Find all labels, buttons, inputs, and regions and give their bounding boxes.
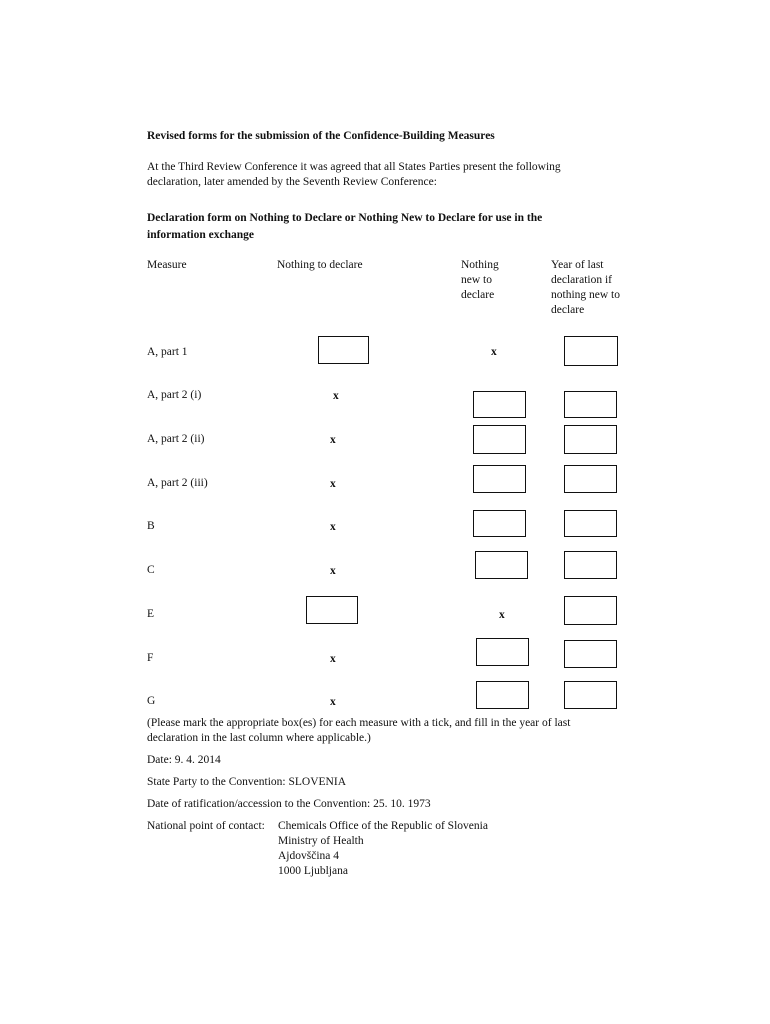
nothing-to-declare-mark: x [330,434,336,446]
date-line: Date: 9. 4. 2014 [147,754,221,766]
form-title-line-1: Declaration form on Nothing to Declare or Nothing New to Declare for use in the [147,212,543,224]
intro-line-1: At the Third Review Conference it was agreed that all States Parties present the following [147,161,561,173]
nothing-to-declare-mark: x [330,565,336,577]
ratification-line: Date of ratification/accession to the Convention: 25. 10. 1973 [147,798,431,810]
year-last-field[interactable] [564,681,617,709]
nothing-new-checkbox[interactable] [473,391,526,418]
year-last-field[interactable] [564,640,617,668]
nothing-new-checkbox[interactable] [476,638,529,666]
header-year-last-line: declare [551,304,585,316]
contact-label: National point of contact: [147,820,265,832]
header-year-last [551,258,620,318]
header-nothing-to-declare: Nothing to declare [277,259,363,271]
year-last-field[interactable] [564,596,617,625]
year-last-field[interactable] [564,510,617,537]
contact-line: Ministry of Health [278,835,364,847]
state-party-line: State Party to the Convention: SLOVENIA [147,776,346,788]
header-nothing-new-line: Nothing [461,259,499,271]
year-last-field[interactable] [564,425,617,454]
row-label-b: B [147,520,155,532]
header-measure: Measure [147,259,187,271]
contact-line: Ajdovščina 4 [278,850,340,862]
contact-line: Chemicals Office of the Republic of Slovenia [278,820,488,832]
form-title-line-2: information exchange [147,229,255,241]
nothing-to-declare-mark: x [330,478,336,490]
nothing-to-declare-mark: x [330,696,336,708]
header-nothing-new [461,258,499,303]
contact-line: 1000 Ljubljana [278,865,348,877]
nothing-new-checkbox[interactable] [475,551,528,579]
nothing-to-declare-mark: x [330,653,336,665]
nothing-new-checkbox[interactable] [473,425,526,454]
row-label-a-part-1: A, part 1 [147,346,188,358]
year-last-field[interactable] [564,465,617,493]
nothing-new-mark: x [499,609,505,621]
nothing-to-declare-mark: x [330,521,336,533]
nothing-to-declare-mark: x [333,390,339,402]
nothing-new-checkbox[interactable] [473,465,526,493]
instructions-line-2: declaration in the last column where applicable.) [147,732,371,744]
year-last-field[interactable] [564,336,618,366]
row-label-a-part-2-iii: A, part 2 (iii) [147,477,208,489]
year-last-field[interactable] [564,551,617,579]
row-label-c: C [147,564,155,576]
instructions-line-1: (Please mark the appropriate box(es) for each measure with a tick, and fill in the year of last [147,717,571,729]
nothing-to-declare-checkbox[interactable] [306,596,358,624]
row-label-g: G [147,695,156,707]
header-year-last-line: nothing new to [551,289,620,301]
intro-line-2: declaration, later amended by the Seventh Review Conference: [147,176,437,188]
header-year-last-line: Year of last [551,259,604,271]
nothing-new-mark: x [491,346,497,358]
nothing-to-declare-checkbox[interactable] [318,336,369,364]
row-label-a-part-2-i: A, part 2 (i) [147,389,202,401]
year-last-field[interactable] [564,391,617,418]
nothing-new-checkbox[interactable] [476,681,529,709]
row-label-f: F [147,652,154,664]
row-label-e: E [147,608,155,620]
header-nothing-new-line: declare [461,289,495,301]
header-nothing-new-line: new to [461,274,492,286]
page-title: Revised forms for the submission of the Confidence-Building Measures [147,130,495,142]
header-year-last-line: declaration if [551,274,612,286]
nothing-new-checkbox[interactable] [473,510,526,537]
row-label-a-part-2-ii: A, part 2 (ii) [147,433,205,445]
